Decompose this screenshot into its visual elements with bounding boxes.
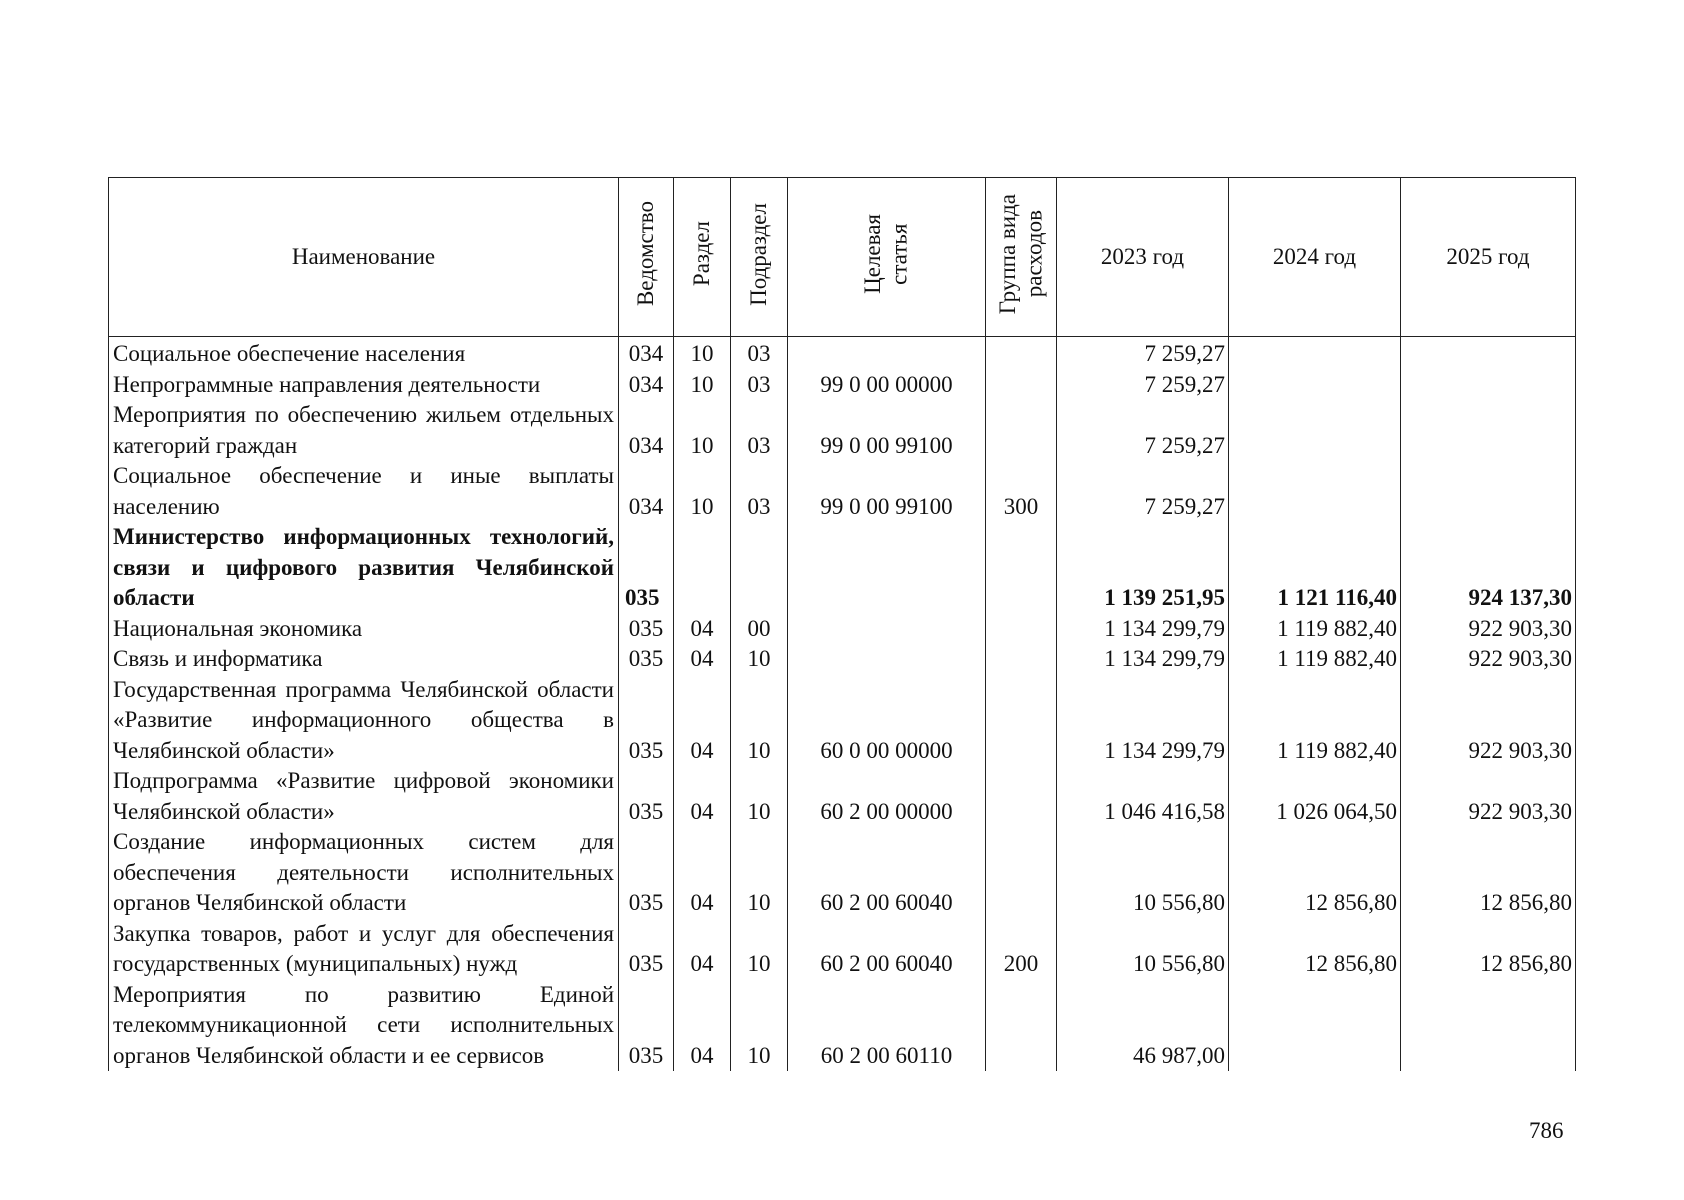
col-header-group: Группа вида расходов: [986, 178, 1057, 337]
table-row: [109, 766, 1576, 827]
row-target: 60 0 00 00000: [788, 675, 986, 767]
row-2023: 1 046 416,58: [1057, 766, 1229, 827]
row-2023: 1 134 299,79: [1057, 675, 1229, 767]
row-2023: 1 139 251,95: [1057, 522, 1229, 614]
budget-table: [108, 177, 1576, 1071]
row-section: 10: [674, 337, 731, 370]
row-name: Связь и информатика: [109, 644, 619, 675]
row-2025: 922 903,30: [1401, 644, 1576, 675]
row-2024: [1229, 337, 1401, 370]
row-2023: 1 134 299,79: [1057, 614, 1229, 645]
row-name: Непрограммные направления деятельности: [109, 370, 619, 401]
row-2024: [1229, 370, 1401, 401]
row-target: [788, 644, 986, 675]
row-dept: 034: [619, 370, 674, 401]
row-group: [986, 370, 1057, 401]
row-target: [788, 614, 986, 645]
row-2025: 922 903,30: [1401, 766, 1576, 827]
row-name: Мероприятия по развитию Единой телекоммуникационной сети исполнительных органов Челябинской области и ее сервисов: [109, 980, 619, 1072]
row-2023: 7 259,27: [1057, 337, 1229, 370]
row-name: Закупка товаров, работ и услуг для обеспечения государственных (муниципальных) нужд: [109, 919, 619, 980]
col-header-dept: Ведомство: [619, 178, 674, 337]
col-header-name: Наименование: [109, 178, 619, 337]
row-target: 99 0 00 99100: [788, 400, 986, 461]
col-header-2025: 2025 год: [1401, 178, 1576, 337]
col-header-subsection: Подраздел: [731, 178, 788, 337]
row-name: Создание информационных систем для обеспечения деятельности исполнительных органов Челябинской области: [109, 827, 619, 919]
table-row: [109, 614, 1576, 645]
row-section: 04: [674, 919, 731, 980]
row-subsection: 00: [731, 614, 788, 645]
row-2025: [1401, 337, 1576, 370]
row-dept: 035: [619, 614, 674, 645]
table-header: [109, 178, 1576, 337]
page-number: 786: [1529, 1118, 1564, 1143]
row-group: 300: [986, 461, 1057, 522]
col-header-target: Целевая статья: [788, 178, 986, 337]
row-target: [788, 522, 986, 614]
row-2025: [1401, 370, 1576, 401]
row-subsection: 10: [731, 980, 788, 1072]
row-2024: 1 026 064,50: [1229, 766, 1401, 827]
row-dept: 035: [619, 827, 674, 919]
row-2023: 7 259,27: [1057, 461, 1229, 522]
row-2023: 1 134 299,79: [1057, 644, 1229, 675]
row-2025: 924 137,30: [1401, 522, 1576, 614]
table-row: [109, 980, 1576, 1072]
row-2024: 1 119 882,40: [1229, 644, 1401, 675]
row-subsection: [731, 522, 788, 614]
row-2023: 7 259,27: [1057, 370, 1229, 401]
row-name: Подпрограмма «Развитие цифровой экономики Челябинской области»: [109, 766, 619, 827]
row-target: 60 2 00 60040: [788, 919, 986, 980]
row-group: [986, 980, 1057, 1072]
row-section: 10: [674, 461, 731, 522]
row-subsection: 10: [731, 827, 788, 919]
row-section: 04: [674, 675, 731, 767]
row-2025: 922 903,30: [1401, 675, 1576, 767]
row-group: [986, 400, 1057, 461]
row-subsection: 10: [731, 766, 788, 827]
row-target: 99 0 00 00000: [788, 370, 986, 401]
row-2024: [1229, 461, 1401, 522]
row-group: [986, 644, 1057, 675]
row-target: [788, 337, 986, 370]
table-row: [109, 370, 1576, 401]
row-2025: [1401, 461, 1576, 522]
row-dept: 034: [619, 337, 674, 370]
row-subsection: 03: [731, 400, 788, 461]
row-subsection: 03: [731, 337, 788, 370]
row-subsection: 10: [731, 919, 788, 980]
row-section: 04: [674, 980, 731, 1072]
row-2025: 12 856,80: [1401, 919, 1576, 980]
row-2023: 7 259,27: [1057, 400, 1229, 461]
row-subsection: 03: [731, 370, 788, 401]
row-section: 04: [674, 644, 731, 675]
row-dept: 035: [619, 522, 674, 614]
table-row: [109, 400, 1576, 461]
row-dept: 034: [619, 400, 674, 461]
row-dept: 035: [619, 675, 674, 767]
row-2024: 1 119 882,40: [1229, 614, 1401, 645]
row-2024: 12 856,80: [1229, 827, 1401, 919]
row-group: [986, 766, 1057, 827]
row-name: Мероприятия по обеспечению жильем отдельных категорий граждан: [109, 400, 619, 461]
row-subsection: 10: [731, 675, 788, 767]
row-dept: 035: [619, 766, 674, 827]
row-target: 99 0 00 99100: [788, 461, 986, 522]
row-target: 60 2 00 60110: [788, 980, 986, 1072]
table-row: [109, 337, 1576, 370]
row-dept: 035: [619, 980, 674, 1072]
row-dept: 034: [619, 461, 674, 522]
row-dept: 035: [619, 644, 674, 675]
row-section: 10: [674, 400, 731, 461]
row-2025: [1401, 400, 1576, 461]
row-subsection: 10: [731, 644, 788, 675]
row-2023: 10 556,80: [1057, 827, 1229, 919]
row-name: Государственная программа Челябинской области «Развитие информационного общества в Челябинской области»: [109, 675, 619, 767]
row-2024: [1229, 980, 1401, 1072]
row-2023: 10 556,80: [1057, 919, 1229, 980]
row-target: 60 2 00 60040: [788, 827, 986, 919]
table-body: [109, 337, 1576, 1072]
table-row: [109, 461, 1576, 522]
row-group: [986, 827, 1057, 919]
row-2023: 46 987,00: [1057, 980, 1229, 1072]
row-group: [986, 614, 1057, 645]
row-subsection: 03: [731, 461, 788, 522]
row-dept: 035: [619, 919, 674, 980]
row-group: [986, 522, 1057, 614]
table-row: [109, 827, 1576, 919]
row-2024: 1 121 116,40: [1229, 522, 1401, 614]
row-2024: 1 119 882,40: [1229, 675, 1401, 767]
row-target: 60 2 00 00000: [788, 766, 986, 827]
table-row: [109, 675, 1576, 767]
row-name: Национальная экономика: [109, 614, 619, 645]
col-header-2024: 2024 год: [1229, 178, 1401, 337]
row-2025: 12 856,80: [1401, 827, 1576, 919]
row-group: 200: [986, 919, 1057, 980]
row-name: Министерство информационных технологий, связи и цифрового развития Челябинской области: [109, 522, 619, 614]
col-header-2023: 2023 год: [1057, 178, 1229, 337]
col-header-section: Раздел: [674, 178, 731, 337]
table-row: [109, 919, 1576, 980]
table-row: [109, 644, 1576, 675]
row-section: 04: [674, 827, 731, 919]
row-section: 04: [674, 614, 731, 645]
table-row-ministry: [109, 522, 1576, 614]
row-section: 04: [674, 766, 731, 827]
row-2024: 12 856,80: [1229, 919, 1401, 980]
row-2024: [1229, 400, 1401, 461]
row-group: [986, 337, 1057, 370]
row-name: Социальное обеспечение населения: [109, 337, 619, 370]
row-section: [674, 522, 731, 614]
row-section: 10: [674, 370, 731, 401]
row-2025: [1401, 980, 1576, 1072]
row-group: [986, 675, 1057, 767]
row-name: Социальное обеспечение и иные выплаты населению: [109, 461, 619, 522]
row-2025: 922 903,30: [1401, 614, 1576, 645]
